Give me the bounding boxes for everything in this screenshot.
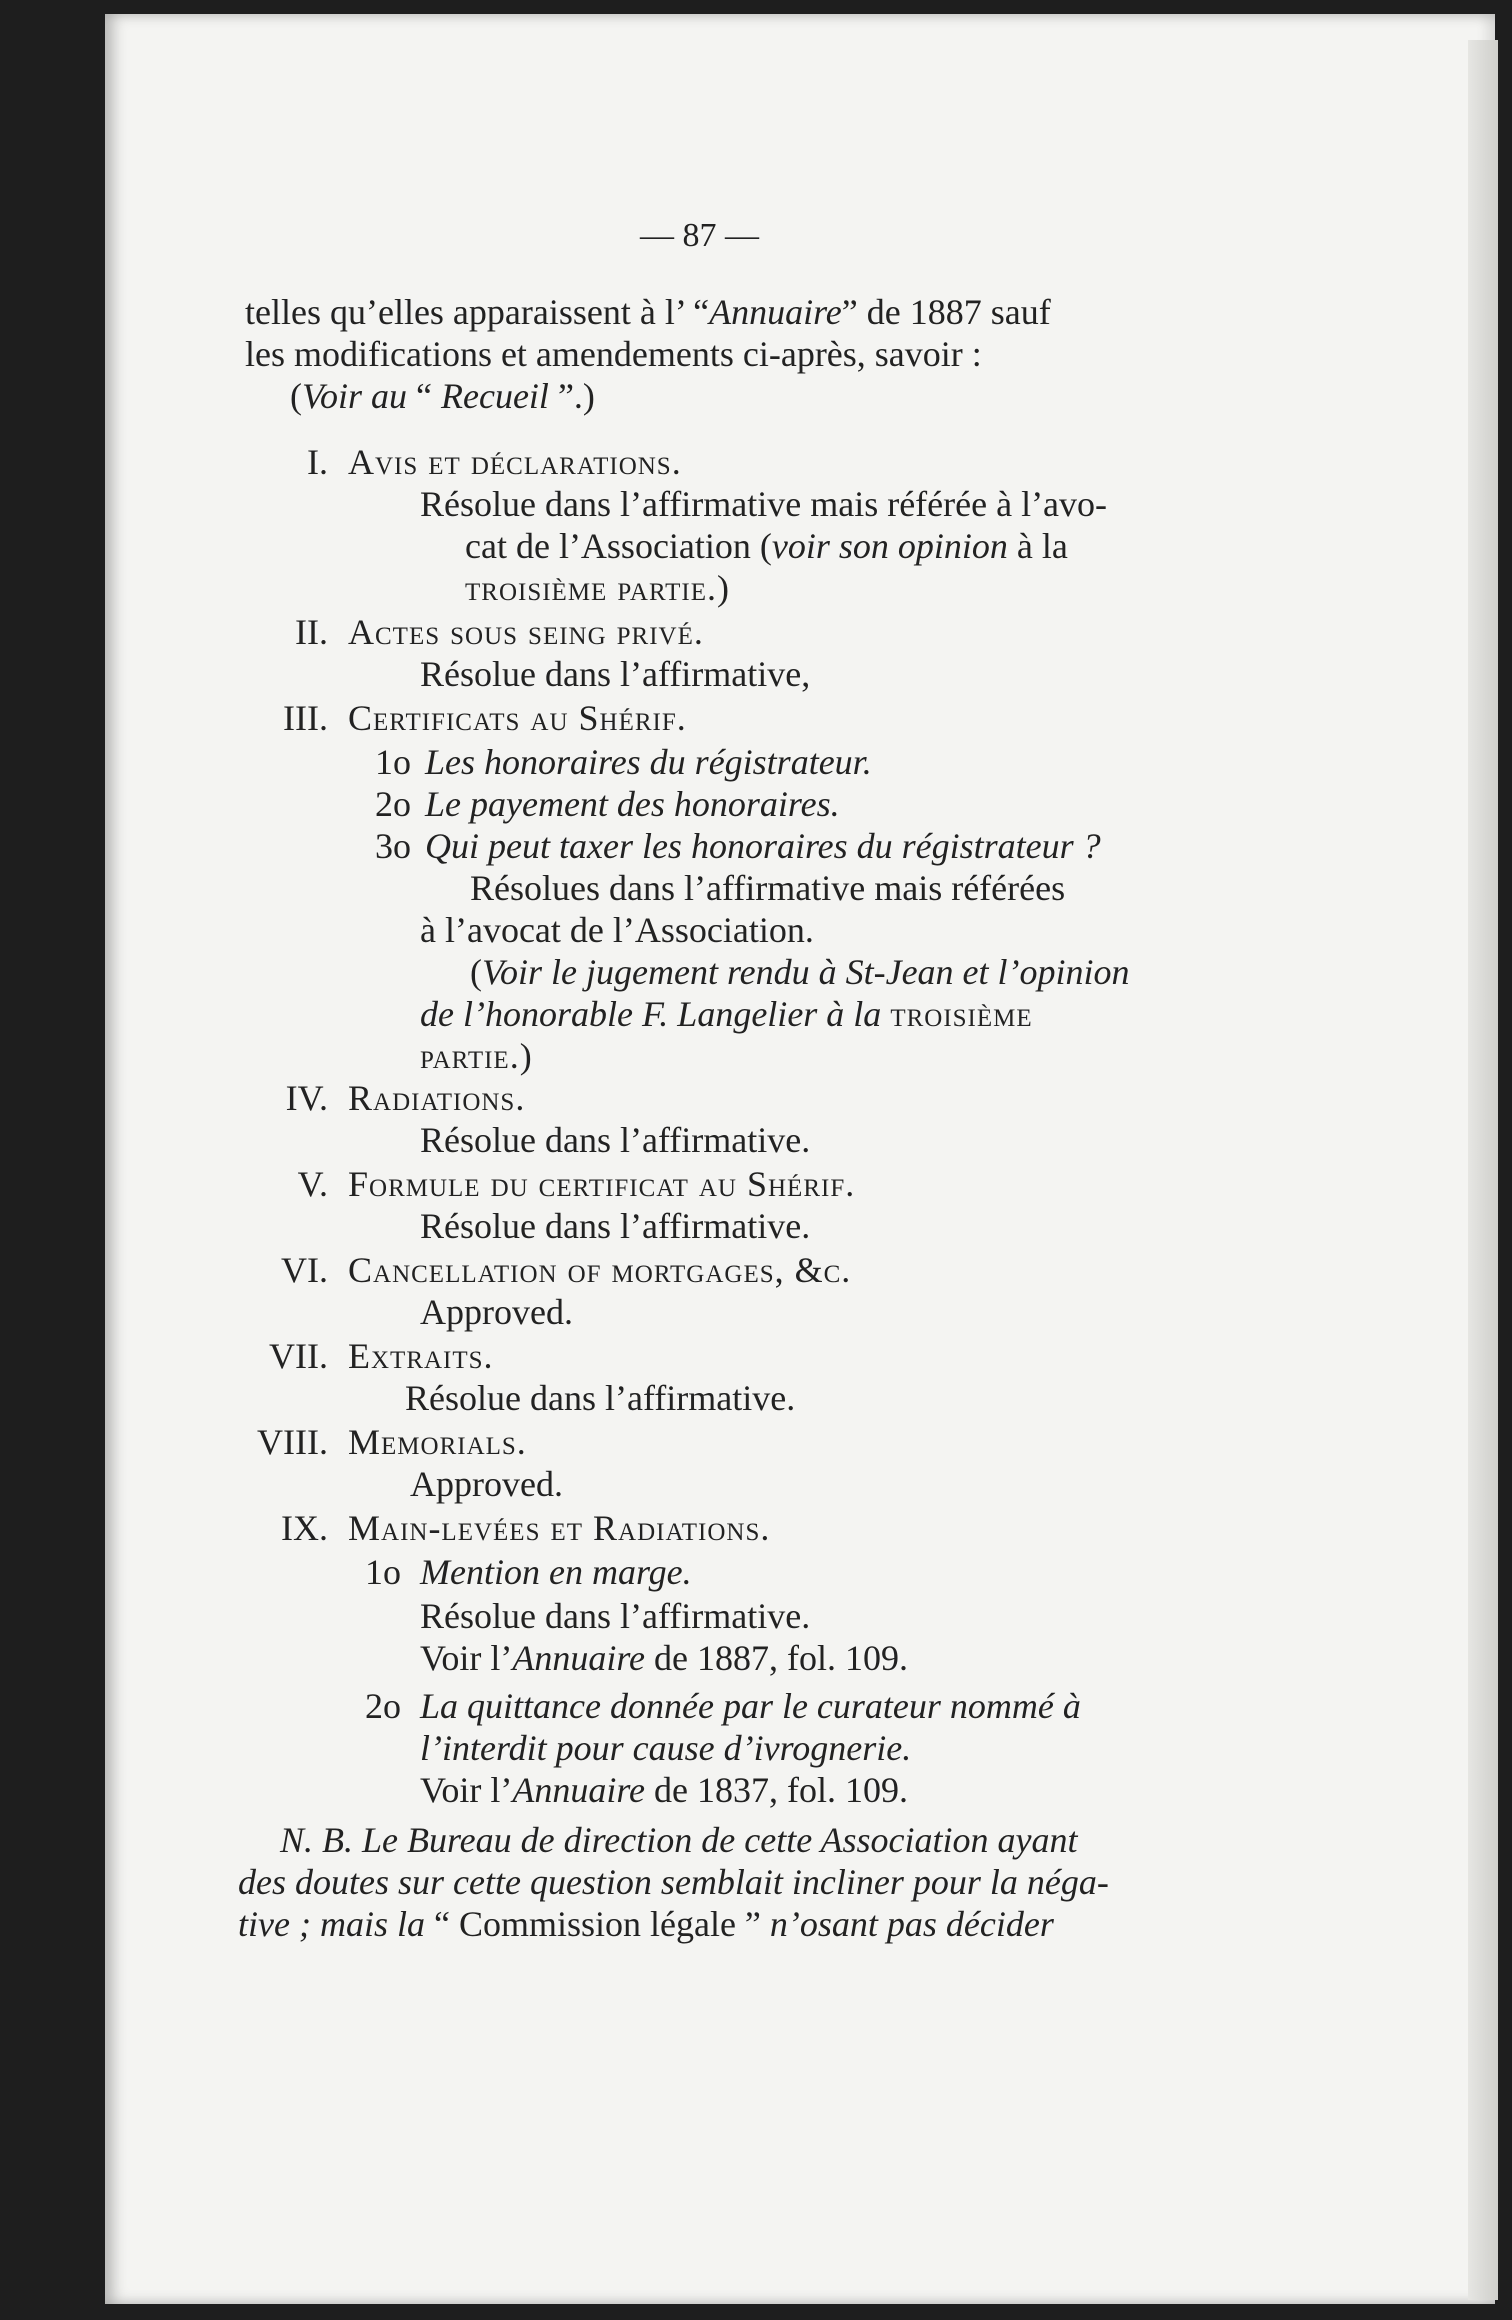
item-number: II. — [295, 612, 328, 652]
item-number: III. — [283, 698, 328, 738]
intro-italic: Recueil — [441, 376, 549, 416]
text-span: de 1837, fol. 109. — [645, 1770, 908, 1810]
item-text: Approved. — [410, 1464, 563, 1504]
sub-title: Les honoraires du régistrateur. — [425, 742, 872, 782]
sub-number: 1o — [365, 1552, 401, 1592]
item-title: Avis et déclarations. — [348, 442, 682, 482]
item-text: troisième partie.) — [465, 568, 731, 608]
intro-text: ( — [290, 376, 302, 416]
item-text: Résolue dans l’affirmative mais référée à l’avo- — [420, 484, 1108, 524]
italic-span: Annuaire — [512, 1638, 645, 1678]
italic-span: Voir le jugement rendu à St-Jean et l’opinion — [482, 952, 1130, 992]
sub-title: Le payement des honoraires. — [425, 784, 840, 824]
text-span: Voir l’ — [420, 1770, 513, 1810]
sub-number: 2o — [375, 784, 411, 824]
item-title: Main-levées et Radiations. — [348, 1508, 771, 1548]
sub-title: Mention en marge. — [420, 1552, 692, 1592]
note-line-3 — [238, 1902, 1054, 1946]
intro-italic: Voir au — [302, 376, 408, 416]
item-number: V. — [297, 1164, 328, 1204]
sub-title: La quittance donnée par le curateur nommé à — [420, 1686, 1081, 1726]
text-span: Voir l’ — [420, 1638, 513, 1678]
item-title: Certificats au Shérif. — [348, 698, 687, 738]
item-text — [420, 1768, 908, 1812]
item-text: Résolue dans l’affirmative, — [420, 654, 811, 694]
item-text — [420, 1636, 908, 1680]
text-span: cat de l’Association ( — [465, 526, 772, 566]
item-text: Résolue dans l’affirmative. — [420, 1206, 811, 1246]
intro-text: ” de 1887 sauf — [841, 292, 1051, 332]
sub-title: l’interdit pour cause d’ivrognerie. — [420, 1728, 912, 1768]
intro-line-2: les modifications et amendements ci-après, savoir : — [245, 334, 982, 374]
item-title: Formule du certificat au Shérif. — [348, 1164, 856, 1204]
intro-line-1 — [245, 290, 1051, 334]
page-number: — 87 — — [640, 217, 759, 254]
item-text — [465, 524, 1068, 568]
item-title: Memorials. — [348, 1422, 527, 1462]
note-line-1: N. B. Le Bureau de direction de cette Association ayant — [280, 1820, 1078, 1860]
intro-text: telles qu’elles apparaissent à l’ “ — [245, 292, 710, 332]
item-number: IV. — [285, 1078, 328, 1118]
item-text: Résolues dans l’affirmative mais référées — [470, 868, 1066, 908]
intro-text: ”.) — [548, 376, 595, 416]
item-number: VII. — [269, 1336, 328, 1376]
item-text: Approved. — [420, 1292, 573, 1332]
item-title: Actes sous seing privé. — [348, 612, 704, 652]
text-span: de 1887, fol. 109. — [645, 1638, 908, 1678]
intro-text: “ — [407, 376, 441, 416]
item-text: partie.) — [420, 1036, 533, 1076]
sub-number: 2o — [365, 1686, 401, 1726]
italic-span: Annuaire — [512, 1770, 645, 1810]
item-text: Résolue dans l’affirmative. — [405, 1378, 796, 1418]
item-text: à l’avocat de l’Association. — [420, 910, 814, 950]
sub-number: 3o — [375, 826, 411, 866]
smallcaps-span: troisième — [890, 994, 1033, 1034]
text-span: à la — [1007, 526, 1068, 566]
item-title: Extraits. — [348, 1336, 494, 1376]
item-text — [470, 950, 1130, 994]
sub-number: 1o — [375, 742, 411, 782]
italic-span: de l’honorable F. Langelier à la — [420, 994, 882, 1034]
item-number: I. — [307, 442, 328, 482]
item-text: Résolue dans l’affirmative. — [420, 1120, 811, 1160]
italic-span: tive ; mais la — [238, 1904, 425, 1944]
intro-italic: Annuaire — [709, 292, 842, 332]
text-span: ( — [470, 952, 482, 992]
item-title: Cancellation of mortgages, &c. — [348, 1250, 852, 1290]
sub-title: Qui peut taxer les honoraires du régistrateur ? — [425, 826, 1101, 866]
text-span: “ Commission légale ” — [424, 1904, 770, 1944]
item-title: Radiations. — [348, 1078, 526, 1118]
intro-line-3 — [290, 374, 595, 418]
item-number: VI. — [281, 1250, 328, 1290]
item-text — [420, 992, 1033, 1036]
italic-span: voir son opinion — [771, 526, 1008, 566]
note-line-2: des doutes sur cette question semblait incliner pour la néga- — [238, 1862, 1109, 1902]
italic-span: n’osant pas décider — [769, 1904, 1054, 1944]
item-number: VIII. — [257, 1422, 328, 1462]
item-number: IX. — [281, 1508, 328, 1548]
item-text: Résolue dans l’affirmative. — [420, 1596, 811, 1636]
